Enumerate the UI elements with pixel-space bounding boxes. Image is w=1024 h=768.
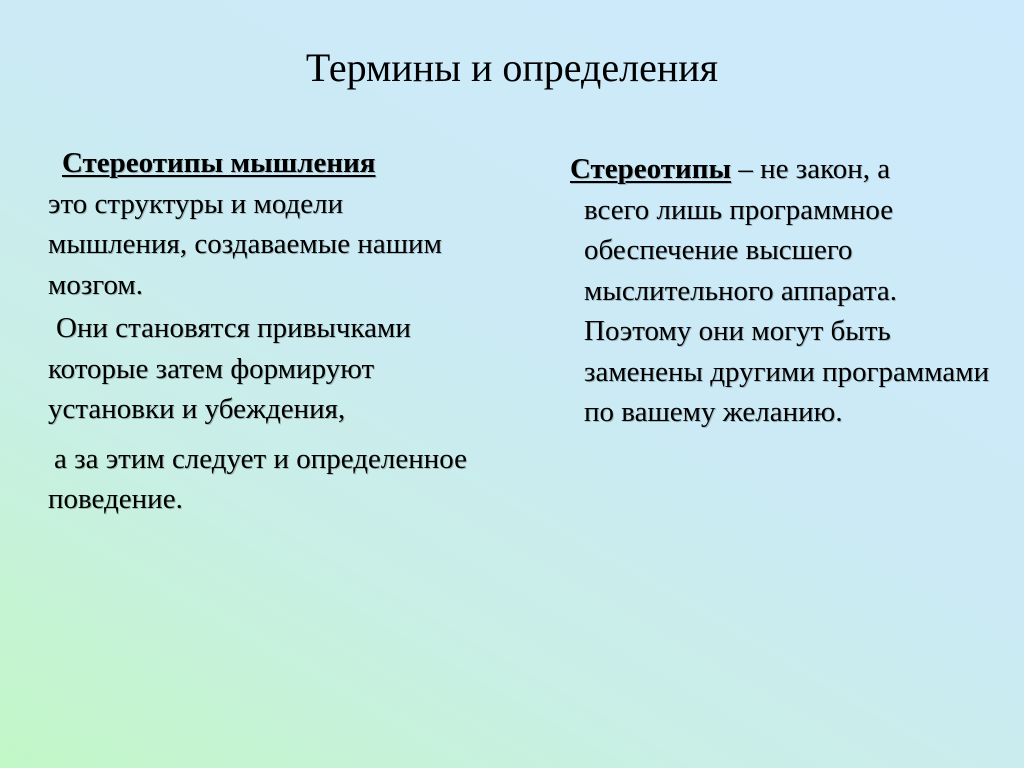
right-term: Стереотипы bbox=[570, 153, 732, 185]
left-paragraph-1 bbox=[48, 143, 488, 305]
right-column bbox=[570, 149, 990, 433]
left-term-line bbox=[48, 143, 488, 184]
left-term: Стереотипы мышления bbox=[62, 147, 376, 179]
left-definition: это структуры и модели мышления, создаваемые нашим мозгом. bbox=[48, 187, 442, 301]
left-paragraph-2 bbox=[48, 308, 488, 430]
left-column bbox=[48, 143, 488, 520]
right-paragraph bbox=[570, 149, 990, 433]
left-paragraph-3 bbox=[48, 439, 488, 520]
right-body: всего лишь программное обеспечение высшего мыслительного аппарата. Поэтому они могут быть заменены другими программами по вашему желанию. bbox=[584, 193, 990, 428]
slide-title: Термины и определения bbox=[305, 45, 719, 90]
right-lead: – не закон, а bbox=[738, 153, 891, 185]
left-paragraph-2-text: Они становятся привычками которые затем формируют установки и убеждения, bbox=[48, 312, 411, 425]
left-paragraph-3-text: а за этим следует и определенное поведение. bbox=[48, 442, 467, 515]
